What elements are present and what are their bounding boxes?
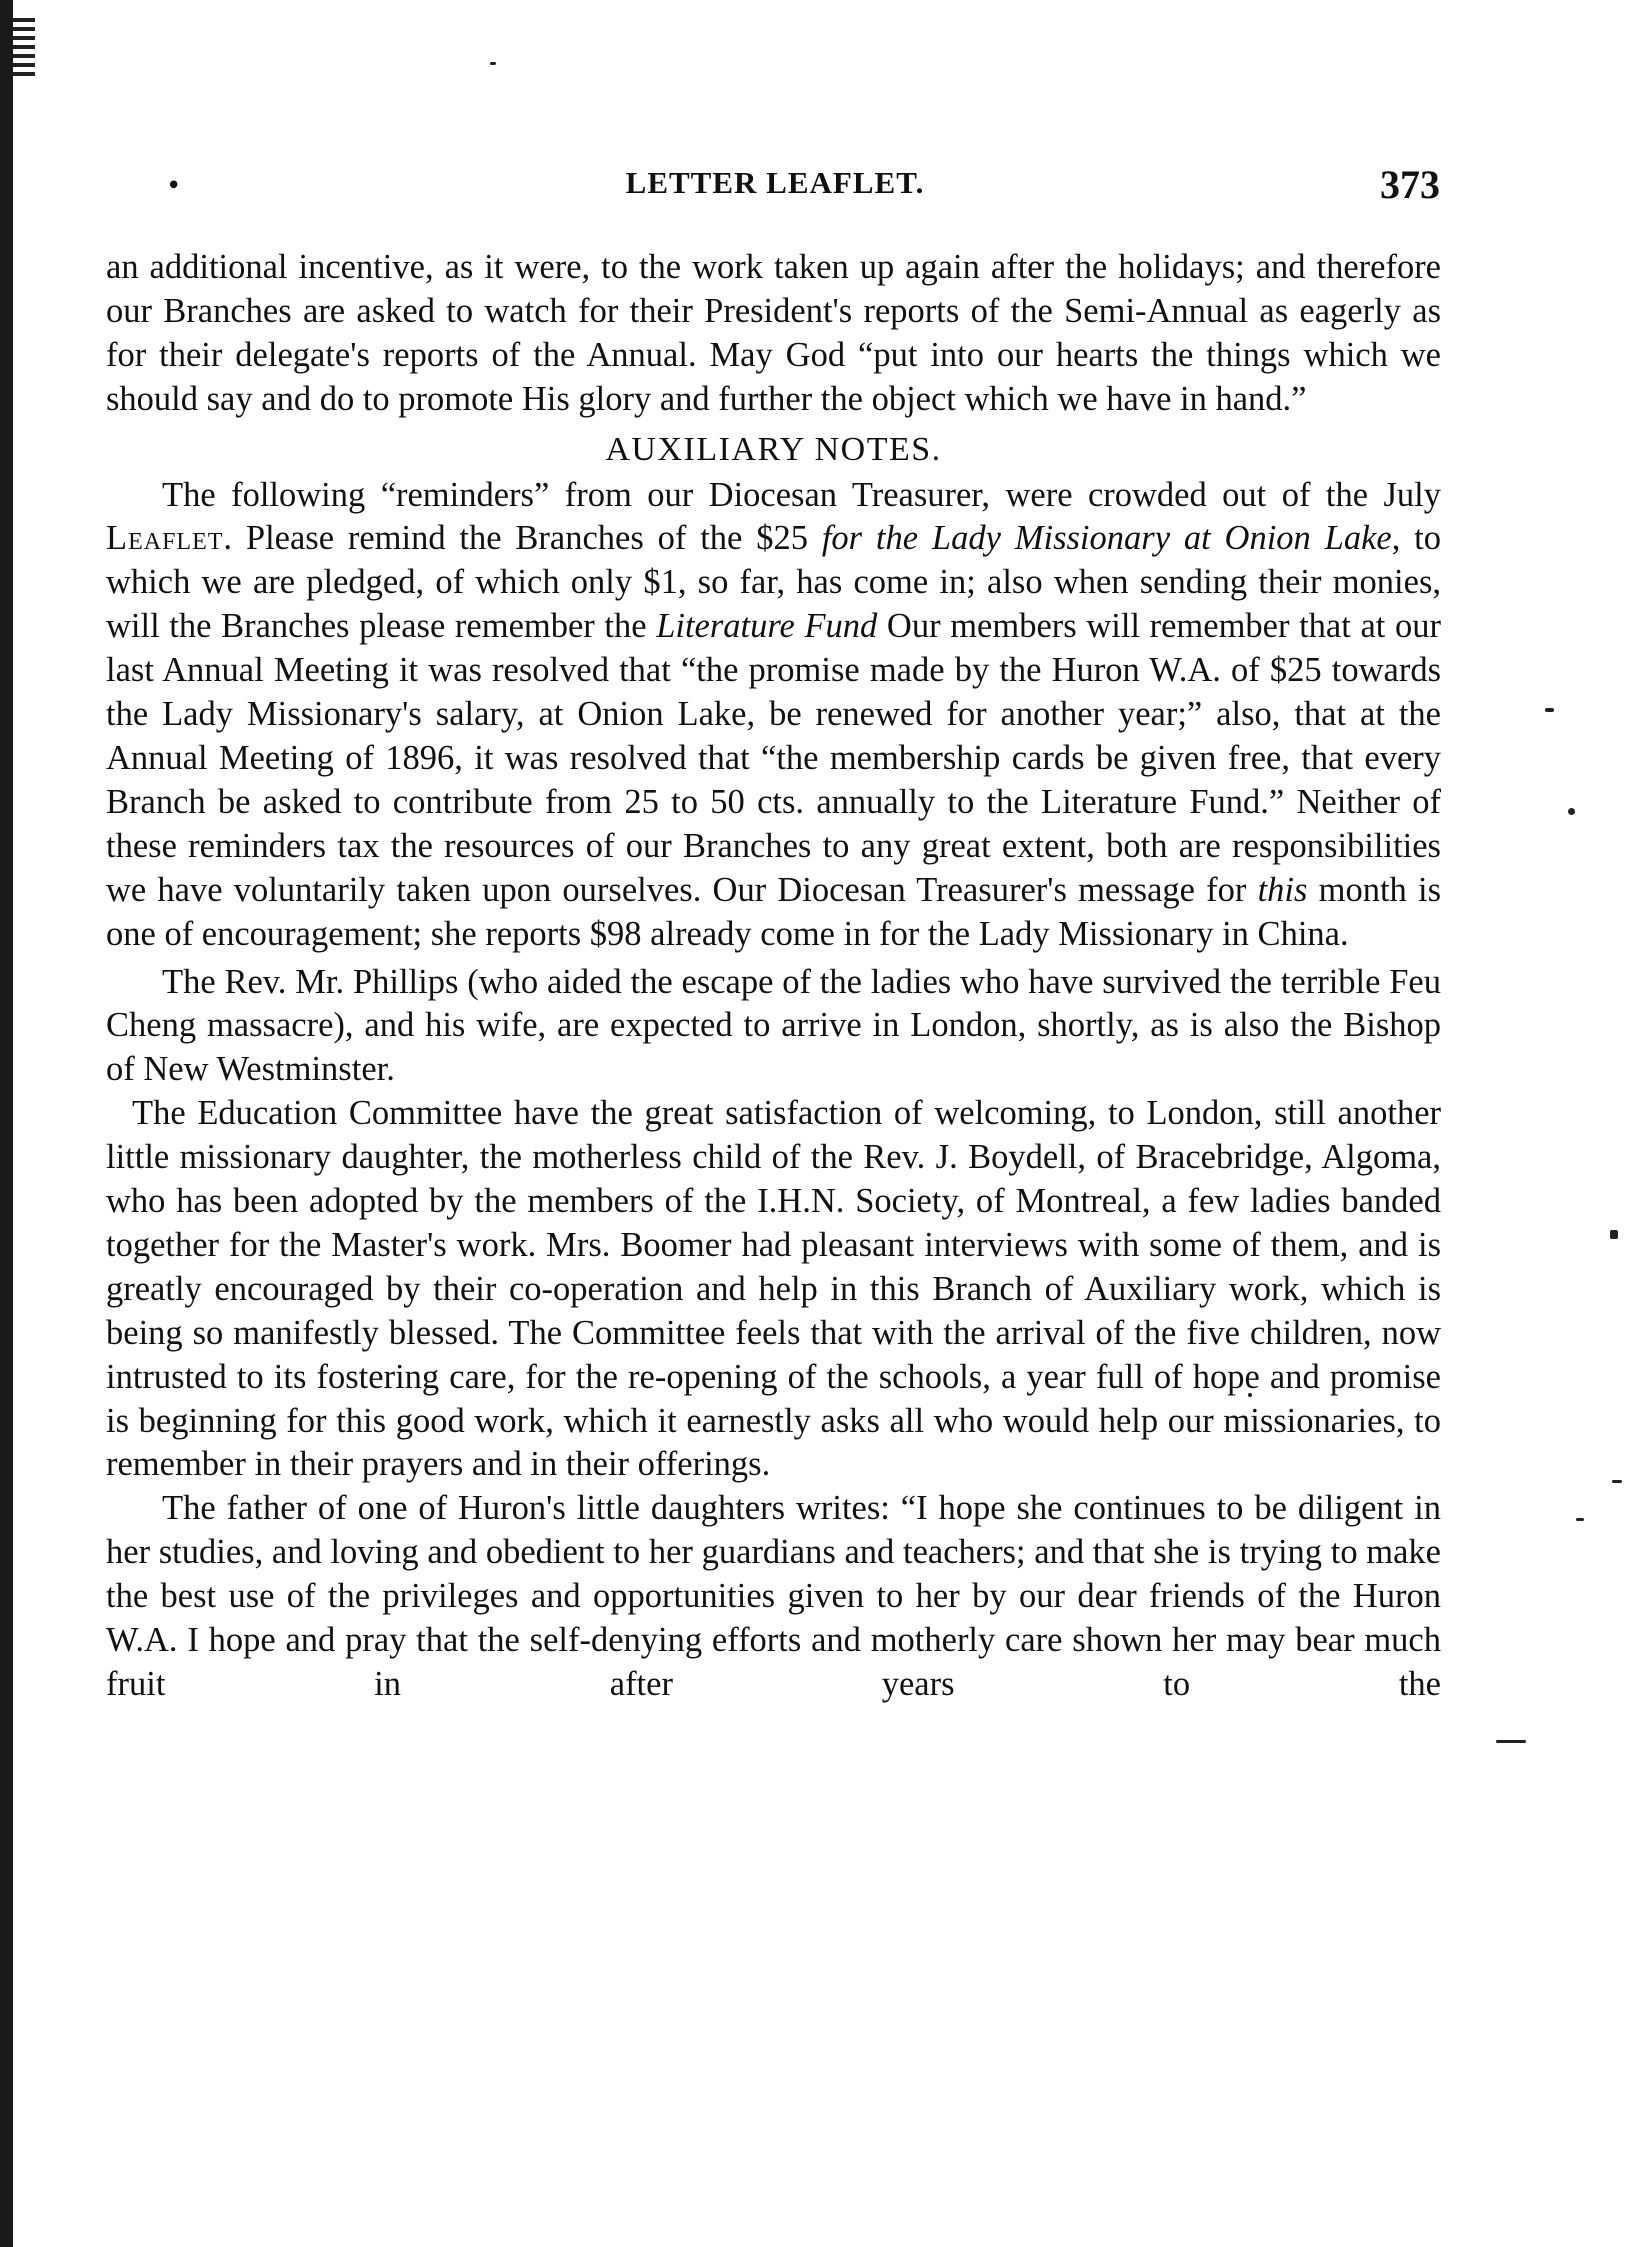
scan-speck: [1496, 1740, 1526, 1743]
paragraph-reminders: [106, 474, 1441, 957]
italic-phrase: for the Lady Missionary at Onion Lake: [821, 519, 1392, 558]
text-run: The following “reminders” from our Diocesan Treasurer, were crowded out of the July: [162, 475, 1441, 514]
running-head: [110, 162, 1440, 215]
page-title: LETTER LEAFLET.: [625, 165, 925, 200]
text-run: . Please remind the Branches of the $25: [223, 519, 822, 558]
italic-word: this: [1257, 870, 1308, 909]
scan-speck: [1610, 1230, 1618, 1239]
page-number: 373: [1380, 162, 1440, 207]
scan-speck: [1545, 708, 1554, 712]
paragraph-continued: an additional incentive, as it were, to the work taken up again after the holidays; and therefore our Branches are asked to watch for their President's reports of the Semi-Annual as eagerly as for their delegate's reports of the Annual. May God “put into our hearts the things which we should say and do to promote His glory and further the object which we have in hand.”: [106, 248, 1441, 418]
scan-speck: [1576, 1518, 1584, 1521]
text-run: , to which we are pledged, of which only $1, so far, has come in; also when sending their monies, will the Branches please remember the: [106, 519, 1442, 646]
page-binding-edge: [0, 0, 13, 2247]
header-dot: •: [166, 171, 182, 201]
scan-speck: [1568, 808, 1575, 815]
text-run: Our members will remember that at our last Annual Meeting it was resolved that “the promise made by the Huron W.A. of $25 towards the Lady Missionary's salary, at Onion Lake, be renewed for another year;” also, that at the Annual Meeting of 1896, it was resolved that “the membership cards be given free, that every Branch be asked to contribute from 25 to 50 cts. annually to the Literature Fund.” Neither of these reminders tax the resources of our Branches to any great extent, both are responsibilities we have voluntarily taken upon ourselves. Our Diocesan Treasurer's message for: [106, 607, 1441, 909]
paragraph-education-committee: The Education Committee have the great satisfaction of welcoming, to London, still another little missionary daughter, the motherless child of the Rev. J. Boydell, of Bracebridge, Algoma, who has been adopted by the members of the I.H.N. Society, of Montreal, a few ladies banded together for the Master's work. Mrs. Boomer had pleasant interviews with some of them, and is greatly encouraged by their co-operation and help in this Branch of Auxiliary work, which is being so manifestly blessed. The Committee feels that with the arrival of the five children, now intrusted to its fostering care, for the re-opening of the schools, a year full of hope and promise is beginning for this good work, which it earnestly asks all who would help our missionaries, to remember in their prayers and in their offerings.: [106, 1094, 1441, 1484]
section-heading: AUXILIARY NOTES.: [605, 430, 942, 468]
paragraph-father-letter: The father of one of Huron's little daughters writes: “I hope she continues to be diligent in her studies, and loving and obedient to her guardians and teachers; and that she is trying to make the best use of the privileges and opportunities given to her by our dear friends of the Huron W.A. I hope and pray that the self-denying efforts and motherly care shown her may bear much fruit in after years to the: [106, 1489, 1441, 1703]
page-body: [106, 246, 1441, 1707]
scan-speck: [1612, 1480, 1622, 1483]
binding-shadow: [13, 18, 35, 78]
leaflet-smallcaps: Leaflet: [106, 519, 224, 558]
italic-phrase: Literature Fund: [656, 607, 878, 646]
scan-speck: [490, 62, 496, 65]
text-run: month is one of encouragement; she reports $98 already come in for the Lady Missionary in China.: [106, 870, 1442, 953]
paragraph-phillips: The Rev. Mr. Phillips (who aided the escape of the ladies who have survived the terrible Feu Cheng massacre), and his wife, are expected to arrive in London, shortly, as is also the Bishop of New Westminster.: [106, 962, 1441, 1089]
